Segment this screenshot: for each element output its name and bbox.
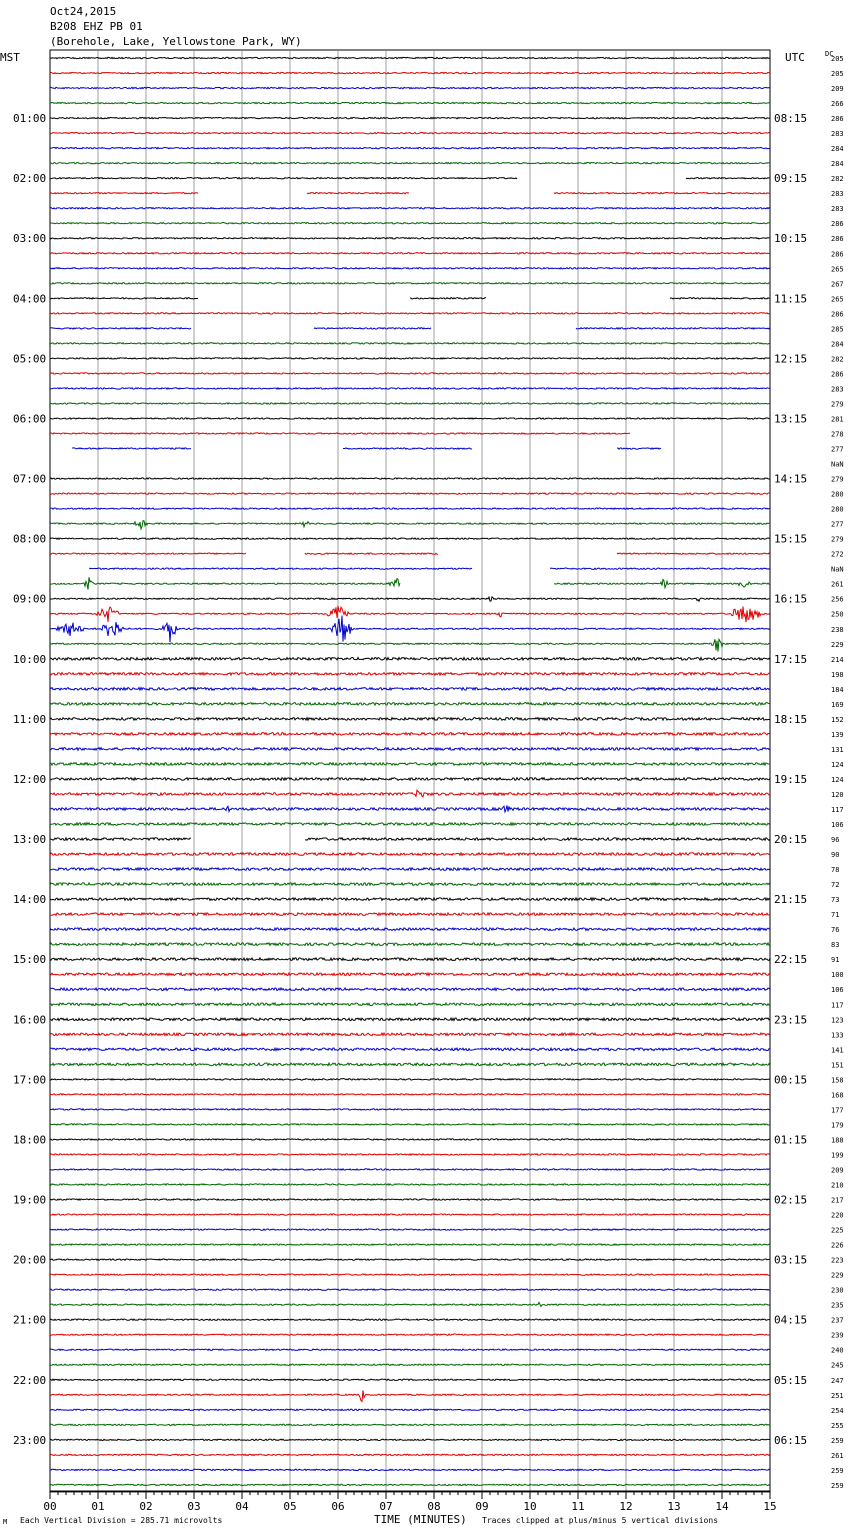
dc-offset-label: 265 bbox=[831, 265, 844, 274]
x-tick-label: 05 bbox=[283, 1500, 297, 1513]
utc-hour-label: 04:15 bbox=[774, 1313, 808, 1327]
trace-row bbox=[50, 1469, 770, 1470]
trace-row bbox=[50, 718, 770, 721]
trace-row bbox=[50, 1003, 770, 1006]
trace-row bbox=[50, 597, 770, 601]
trace-row bbox=[50, 1390, 770, 1401]
dc-offset-label: 120 bbox=[831, 790, 844, 799]
dc-offset-label: 205 bbox=[831, 55, 844, 63]
dc-offset-label: 198 bbox=[831, 670, 844, 679]
utc-hour-label: 17:15 bbox=[774, 652, 808, 666]
trace-row bbox=[50, 943, 770, 946]
utc-hour-label: 18:15 bbox=[774, 712, 808, 726]
mst-hour-label: 07:00 bbox=[13, 472, 47, 486]
dc-offset-label: 91 bbox=[831, 956, 840, 965]
dc-offset-label: 282 bbox=[831, 175, 844, 184]
dc-offset-label: 259 bbox=[831, 1436, 844, 1445]
utc-hour-label: 15:15 bbox=[774, 532, 808, 546]
trace-row bbox=[50, 928, 770, 931]
trace-row bbox=[50, 1259, 770, 1260]
x-tick-label: 01 bbox=[91, 1500, 105, 1513]
dc-offset-label: 214 bbox=[831, 655, 844, 664]
mst-hour-label: 05:00 bbox=[13, 352, 47, 366]
dc-offset-label: 168 bbox=[831, 1091, 844, 1100]
utc-hour-label: 13:15 bbox=[774, 412, 808, 426]
dc-offset-label: 286 bbox=[831, 370, 844, 379]
dc-offset-label: 282 bbox=[831, 355, 844, 364]
dc-label: DC bbox=[825, 50, 834, 58]
trace-row bbox=[50, 790, 770, 797]
trace-row bbox=[50, 373, 770, 374]
trace-row bbox=[50, 1484, 770, 1485]
dc-offset-label: 217 bbox=[831, 1196, 844, 1205]
trace-row bbox=[50, 478, 770, 479]
dc-offset-label: 237 bbox=[831, 1316, 844, 1325]
trace-row bbox=[50, 1169, 770, 1170]
left-timezone-label: MST bbox=[0, 51, 20, 64]
dc-offset-label: 280 bbox=[831, 505, 844, 514]
utc-hour-label: 10:15 bbox=[774, 232, 808, 246]
dc-offset-label: 254 bbox=[831, 1406, 844, 1415]
utc-hour-label: 16:15 bbox=[774, 592, 808, 606]
trace-row bbox=[50, 898, 770, 901]
dc-offset-label: 210 bbox=[831, 1181, 844, 1190]
trace-row bbox=[50, 1048, 770, 1051]
dc-offset-label: 225 bbox=[831, 1226, 844, 1235]
trace-row bbox=[50, 223, 770, 224]
dc-offset-label: 267 bbox=[831, 280, 844, 289]
trace-row bbox=[50, 1229, 770, 1230]
dc-offset-label: 278 bbox=[831, 430, 844, 439]
minute-grid bbox=[50, 50, 770, 1492]
utc-hour-label: 01:15 bbox=[774, 1133, 808, 1147]
dc-offset-label: 279 bbox=[831, 475, 844, 484]
trace-row bbox=[50, 1079, 770, 1080]
dc-offset-label: 283 bbox=[831, 205, 844, 214]
trace-row bbox=[50, 1063, 770, 1066]
x-tick-label: 11 bbox=[571, 1500, 585, 1513]
trace-row bbox=[50, 403, 770, 404]
trace-row bbox=[50, 733, 770, 736]
dc-offset-label: 286 bbox=[831, 220, 844, 229]
trace-row bbox=[50, 577, 770, 589]
trace-row bbox=[50, 313, 770, 314]
trace-row bbox=[50, 973, 770, 976]
axis-labels bbox=[13, 55, 844, 1513]
dc-offset-label: 238 bbox=[831, 625, 844, 634]
dc-offset-label: 117 bbox=[831, 806, 844, 814]
dc-offset-label: 209 bbox=[831, 1166, 844, 1175]
trace-row bbox=[89, 568, 770, 569]
dc-offset-label: 226 bbox=[831, 1241, 844, 1250]
dc-offset-label: 283 bbox=[831, 190, 844, 199]
trace-row bbox=[50, 1334, 770, 1335]
dc-offset-label: 76 bbox=[831, 926, 840, 935]
dc-offset-label: 250 bbox=[831, 610, 844, 619]
dc-offset-label: 284 bbox=[831, 340, 844, 349]
utc-hour-label: 22:15 bbox=[774, 953, 808, 967]
dc-offset-label: 286 bbox=[831, 235, 844, 244]
dc-offset-label: 265 bbox=[831, 295, 844, 304]
trace-row bbox=[50, 1439, 770, 1440]
header-station: B208 EHZ PB 01 bbox=[50, 20, 143, 33]
dc-offset-label: 100 bbox=[831, 971, 844, 980]
dc-offset-label: 124 bbox=[831, 760, 844, 769]
trace-row bbox=[50, 639, 770, 651]
dc-offset-label: 117 bbox=[831, 1001, 844, 1010]
dc-offset-label: 284 bbox=[831, 160, 844, 169]
dc-offset-label: 283 bbox=[831, 385, 844, 394]
mst-hour-label: 09:00 bbox=[13, 592, 47, 606]
trace-row bbox=[50, 358, 770, 359]
trace-row bbox=[50, 1214, 770, 1215]
trace-row bbox=[50, 883, 770, 886]
x-tick-label: 02 bbox=[139, 1500, 153, 1513]
mst-hour-label: 16:00 bbox=[13, 1013, 47, 1027]
dc-offset-label: 261 bbox=[831, 1451, 844, 1460]
dc-offset-label: 283 bbox=[831, 130, 844, 139]
trace-row bbox=[50, 177, 770, 178]
dc-offset-label: 151 bbox=[831, 1061, 844, 1070]
dc-offset-label: 284 bbox=[831, 145, 844, 154]
dc-offset-label: 261 bbox=[831, 580, 844, 589]
utc-hour-label: 12:15 bbox=[774, 352, 808, 366]
utc-hour-label: 20:15 bbox=[774, 833, 808, 847]
trace-row bbox=[50, 388, 770, 389]
footer-mark: M bbox=[3, 1518, 8, 1526]
trace-row bbox=[50, 805, 770, 812]
utc-hour-label: 02:15 bbox=[774, 1193, 808, 1207]
trace-row bbox=[50, 1124, 770, 1125]
trace-row bbox=[50, 853, 770, 856]
x-tick-label: 15 bbox=[763, 1500, 777, 1513]
trace-row bbox=[50, 343, 770, 344]
trace-row bbox=[50, 1409, 770, 1410]
trace-row bbox=[50, 1424, 770, 1425]
mst-hour-label: 14:00 bbox=[13, 893, 47, 907]
mst-hour-label: 18:00 bbox=[13, 1133, 47, 1147]
trace-row bbox=[50, 238, 770, 239]
x-tick-label: 04 bbox=[235, 1500, 249, 1513]
utc-hour-label: 03:15 bbox=[774, 1253, 808, 1267]
trace-row bbox=[50, 538, 770, 539]
trace-row bbox=[50, 913, 770, 916]
dc-offset-label: 188 bbox=[831, 1136, 844, 1145]
trace-row bbox=[50, 553, 770, 554]
trace-row bbox=[50, 1302, 770, 1306]
utc-hour-label: 21:15 bbox=[774, 893, 808, 907]
trace-row bbox=[50, 1349, 770, 1350]
trace-row bbox=[50, 132, 770, 133]
dc-offset-label: 124 bbox=[831, 775, 844, 784]
trace-row bbox=[50, 208, 770, 209]
x-axis-label: TIME (MINUTES) bbox=[374, 1513, 467, 1526]
dc-offset-label: 209 bbox=[831, 85, 844, 94]
dc-offset-label: 179 bbox=[831, 1121, 844, 1130]
utc-hour-label: 09:15 bbox=[774, 172, 808, 186]
trace-row bbox=[50, 1139, 770, 1140]
dc-offset-label: 247 bbox=[831, 1376, 844, 1385]
x-tick-label: 03 bbox=[187, 1500, 201, 1513]
mst-hour-label: 22:00 bbox=[13, 1373, 47, 1387]
trace-row bbox=[50, 521, 770, 529]
dc-offset-label: 235 bbox=[831, 1301, 844, 1310]
clip-note: Traces clipped at plus/minus 5 vertical divisions bbox=[482, 1516, 719, 1525]
mst-hour-label: 17:00 bbox=[13, 1073, 47, 1087]
trace-row bbox=[50, 87, 770, 88]
mst-hour-label: 11:00 bbox=[13, 712, 47, 726]
trace-row bbox=[50, 823, 770, 826]
dc-offset-label: 279 bbox=[831, 400, 844, 409]
header-location: (Borehole, Lake, Yellowstone Park, WY) bbox=[50, 35, 302, 48]
trace-row bbox=[50, 838, 770, 841]
trace-row bbox=[50, 1199, 770, 1200]
trace-row bbox=[50, 1184, 770, 1185]
trace-row bbox=[50, 1454, 770, 1455]
dc-offset-label: 133 bbox=[831, 1031, 844, 1040]
dc-offset-label: 286 bbox=[831, 115, 844, 124]
dc-offset-label: 280 bbox=[831, 490, 844, 499]
header-date: Oct24,2015 bbox=[50, 5, 117, 18]
trace-row bbox=[50, 1319, 770, 1320]
trace-row bbox=[50, 1289, 770, 1290]
trace-row bbox=[50, 192, 770, 193]
x-tick-label: 06 bbox=[331, 1500, 345, 1513]
dc-offset-label: 223 bbox=[831, 1256, 844, 1265]
trace-row bbox=[50, 1364, 770, 1365]
trace-row bbox=[50, 1018, 770, 1021]
seismic-traces bbox=[50, 57, 770, 1485]
plot-frame bbox=[50, 50, 770, 1492]
scale-note: Each Vertical Division = 285.71 microvolts bbox=[20, 1516, 223, 1525]
x-tick-label: 00 bbox=[43, 1500, 57, 1513]
trace-row bbox=[50, 57, 770, 58]
dc-offset-label: 152 bbox=[831, 715, 844, 724]
dc-offset-label: 78 bbox=[831, 866, 840, 875]
x-tick-label: 12 bbox=[619, 1500, 633, 1513]
mst-hour-label: 10:00 bbox=[13, 652, 47, 666]
dc-offset-label: 90 bbox=[831, 851, 840, 860]
trace-row bbox=[50, 117, 770, 118]
trace-row bbox=[72, 448, 770, 449]
trace-row bbox=[50, 102, 770, 103]
dc-offset-label: 240 bbox=[831, 1346, 844, 1355]
mst-hour-label: 02:00 bbox=[13, 172, 47, 186]
trace-row bbox=[50, 1033, 770, 1036]
trace-row bbox=[50, 162, 770, 163]
dc-offset-label: 285 bbox=[831, 325, 844, 334]
trace-row bbox=[50, 1109, 770, 1110]
mst-hour-label: 21:00 bbox=[13, 1313, 47, 1327]
trace-row bbox=[50, 1154, 770, 1155]
utc-hour-label: 08:15 bbox=[774, 112, 808, 126]
dc-offset-label: 141 bbox=[831, 1046, 844, 1055]
mst-hour-label: 20:00 bbox=[13, 1253, 47, 1267]
trace-row bbox=[50, 1094, 770, 1095]
dc-offset-label: 272 bbox=[831, 550, 844, 559]
trace-row bbox=[50, 1274, 770, 1275]
x-tick-label: 08 bbox=[427, 1500, 441, 1513]
utc-hour-label: 05:15 bbox=[774, 1373, 808, 1387]
x-tick-label: 09 bbox=[475, 1500, 489, 1513]
dc-offset-label: 177 bbox=[831, 1106, 844, 1115]
dc-offset-label: 286 bbox=[831, 250, 844, 259]
dc-offset-label: 239 bbox=[831, 1331, 844, 1340]
utc-hour-label: 06:15 bbox=[774, 1433, 808, 1447]
utc-hour-label: 00:15 bbox=[774, 1073, 808, 1087]
trace-row bbox=[50, 1244, 770, 1245]
trace-row bbox=[50, 433, 770, 434]
dc-offset-label: 259 bbox=[831, 1466, 844, 1475]
dc-offset-label: 205 bbox=[831, 70, 844, 79]
trace-row bbox=[50, 418, 770, 419]
trace-row bbox=[50, 703, 770, 706]
dc-offset-label: 220 bbox=[831, 1211, 844, 1220]
x-tick-label: 14 bbox=[715, 1500, 729, 1513]
trace-row bbox=[50, 658, 770, 661]
trace-row bbox=[50, 988, 770, 991]
trace-row bbox=[50, 328, 770, 329]
dc-offset-label: 169 bbox=[831, 700, 844, 709]
trace-row bbox=[50, 763, 770, 766]
trace-row bbox=[50, 748, 770, 751]
dc-offset-label: 286 bbox=[831, 310, 844, 319]
dc-offset-label: 230 bbox=[831, 1286, 844, 1295]
dc-offset-label: 277 bbox=[831, 520, 844, 529]
dc-offset-label: 255 bbox=[831, 1421, 844, 1430]
mst-hour-label: 13:00 bbox=[13, 833, 47, 847]
dc-offset-label: 184 bbox=[831, 685, 844, 694]
dc-offset-label: 71 bbox=[831, 911, 840, 920]
mst-hour-label: 23:00 bbox=[13, 1433, 47, 1447]
dc-offset-label: 73 bbox=[831, 896, 840, 905]
trace-row bbox=[50, 298, 770, 299]
dc-offset-label: 72 bbox=[831, 881, 840, 890]
mst-hour-label: 06:00 bbox=[13, 412, 47, 426]
dc-offset-label: 131 bbox=[831, 745, 844, 754]
dc-offset-label: 229 bbox=[831, 1271, 844, 1280]
dc-offset-label: 96 bbox=[831, 836, 840, 845]
utc-hour-label: 19:15 bbox=[774, 772, 808, 786]
trace-row bbox=[50, 673, 770, 676]
dc-offset-label: 277 bbox=[831, 445, 844, 454]
dc-offset-label: 279 bbox=[831, 535, 844, 544]
dc-offset-label: 83 bbox=[831, 941, 840, 950]
x-tick-label: 10 bbox=[523, 1500, 537, 1513]
right-timezone-label: UTC bbox=[785, 51, 805, 64]
dc-offset-label: 251 bbox=[831, 1391, 844, 1400]
dc-offset-label: 245 bbox=[831, 1361, 844, 1370]
trace-row bbox=[50, 508, 770, 509]
dc-offset-label: 229 bbox=[831, 640, 844, 649]
dc-offset-label: 106 bbox=[831, 821, 844, 830]
trace-row bbox=[50, 778, 770, 781]
trace-row bbox=[50, 868, 770, 871]
mst-hour-label: 15:00 bbox=[13, 953, 47, 967]
trace-row bbox=[50, 253, 770, 254]
trace-row bbox=[50, 958, 770, 961]
dc-offset-label: NaN bbox=[831, 460, 844, 469]
dc-offset-label: NaN bbox=[831, 565, 844, 574]
dc-offset-label: 123 bbox=[831, 1016, 844, 1025]
trace-row bbox=[50, 268, 770, 269]
trace-row bbox=[50, 283, 770, 284]
mst-hour-label: 04:00 bbox=[13, 292, 47, 306]
mst-hour-label: 08:00 bbox=[13, 532, 47, 546]
mst-hour-label: 01:00 bbox=[13, 112, 47, 126]
x-tick-label: 13 bbox=[667, 1500, 681, 1513]
dc-offset-label: 106 bbox=[831, 986, 844, 995]
dc-offset-label: 139 bbox=[831, 730, 844, 739]
dc-offset-label: 199 bbox=[831, 1151, 844, 1160]
trace-row bbox=[50, 147, 770, 148]
dc-offset-label: 256 bbox=[831, 595, 844, 604]
x-tick-label: 07 bbox=[379, 1500, 393, 1513]
mst-hour-label: 12:00 bbox=[13, 772, 47, 786]
dc-offset-label: 266 bbox=[831, 100, 844, 109]
dc-offset-label: 259 bbox=[831, 1481, 844, 1490]
trace-row bbox=[50, 616, 770, 643]
mst-hour-label: 19:00 bbox=[13, 1193, 47, 1207]
trace-row bbox=[50, 72, 770, 73]
trace-row bbox=[50, 688, 770, 691]
utc-hour-label: 14:15 bbox=[774, 472, 808, 486]
utc-hour-label: 23:15 bbox=[774, 1013, 808, 1027]
trace-row bbox=[50, 1379, 770, 1380]
dc-offset-label: 281 bbox=[831, 415, 844, 424]
dc-offset-label: 158 bbox=[831, 1076, 844, 1085]
mst-hour-label: 03:00 bbox=[13, 232, 47, 246]
trace-row bbox=[50, 606, 770, 622]
trace-row bbox=[50, 493, 770, 494]
utc-hour-label: 11:15 bbox=[774, 292, 808, 306]
